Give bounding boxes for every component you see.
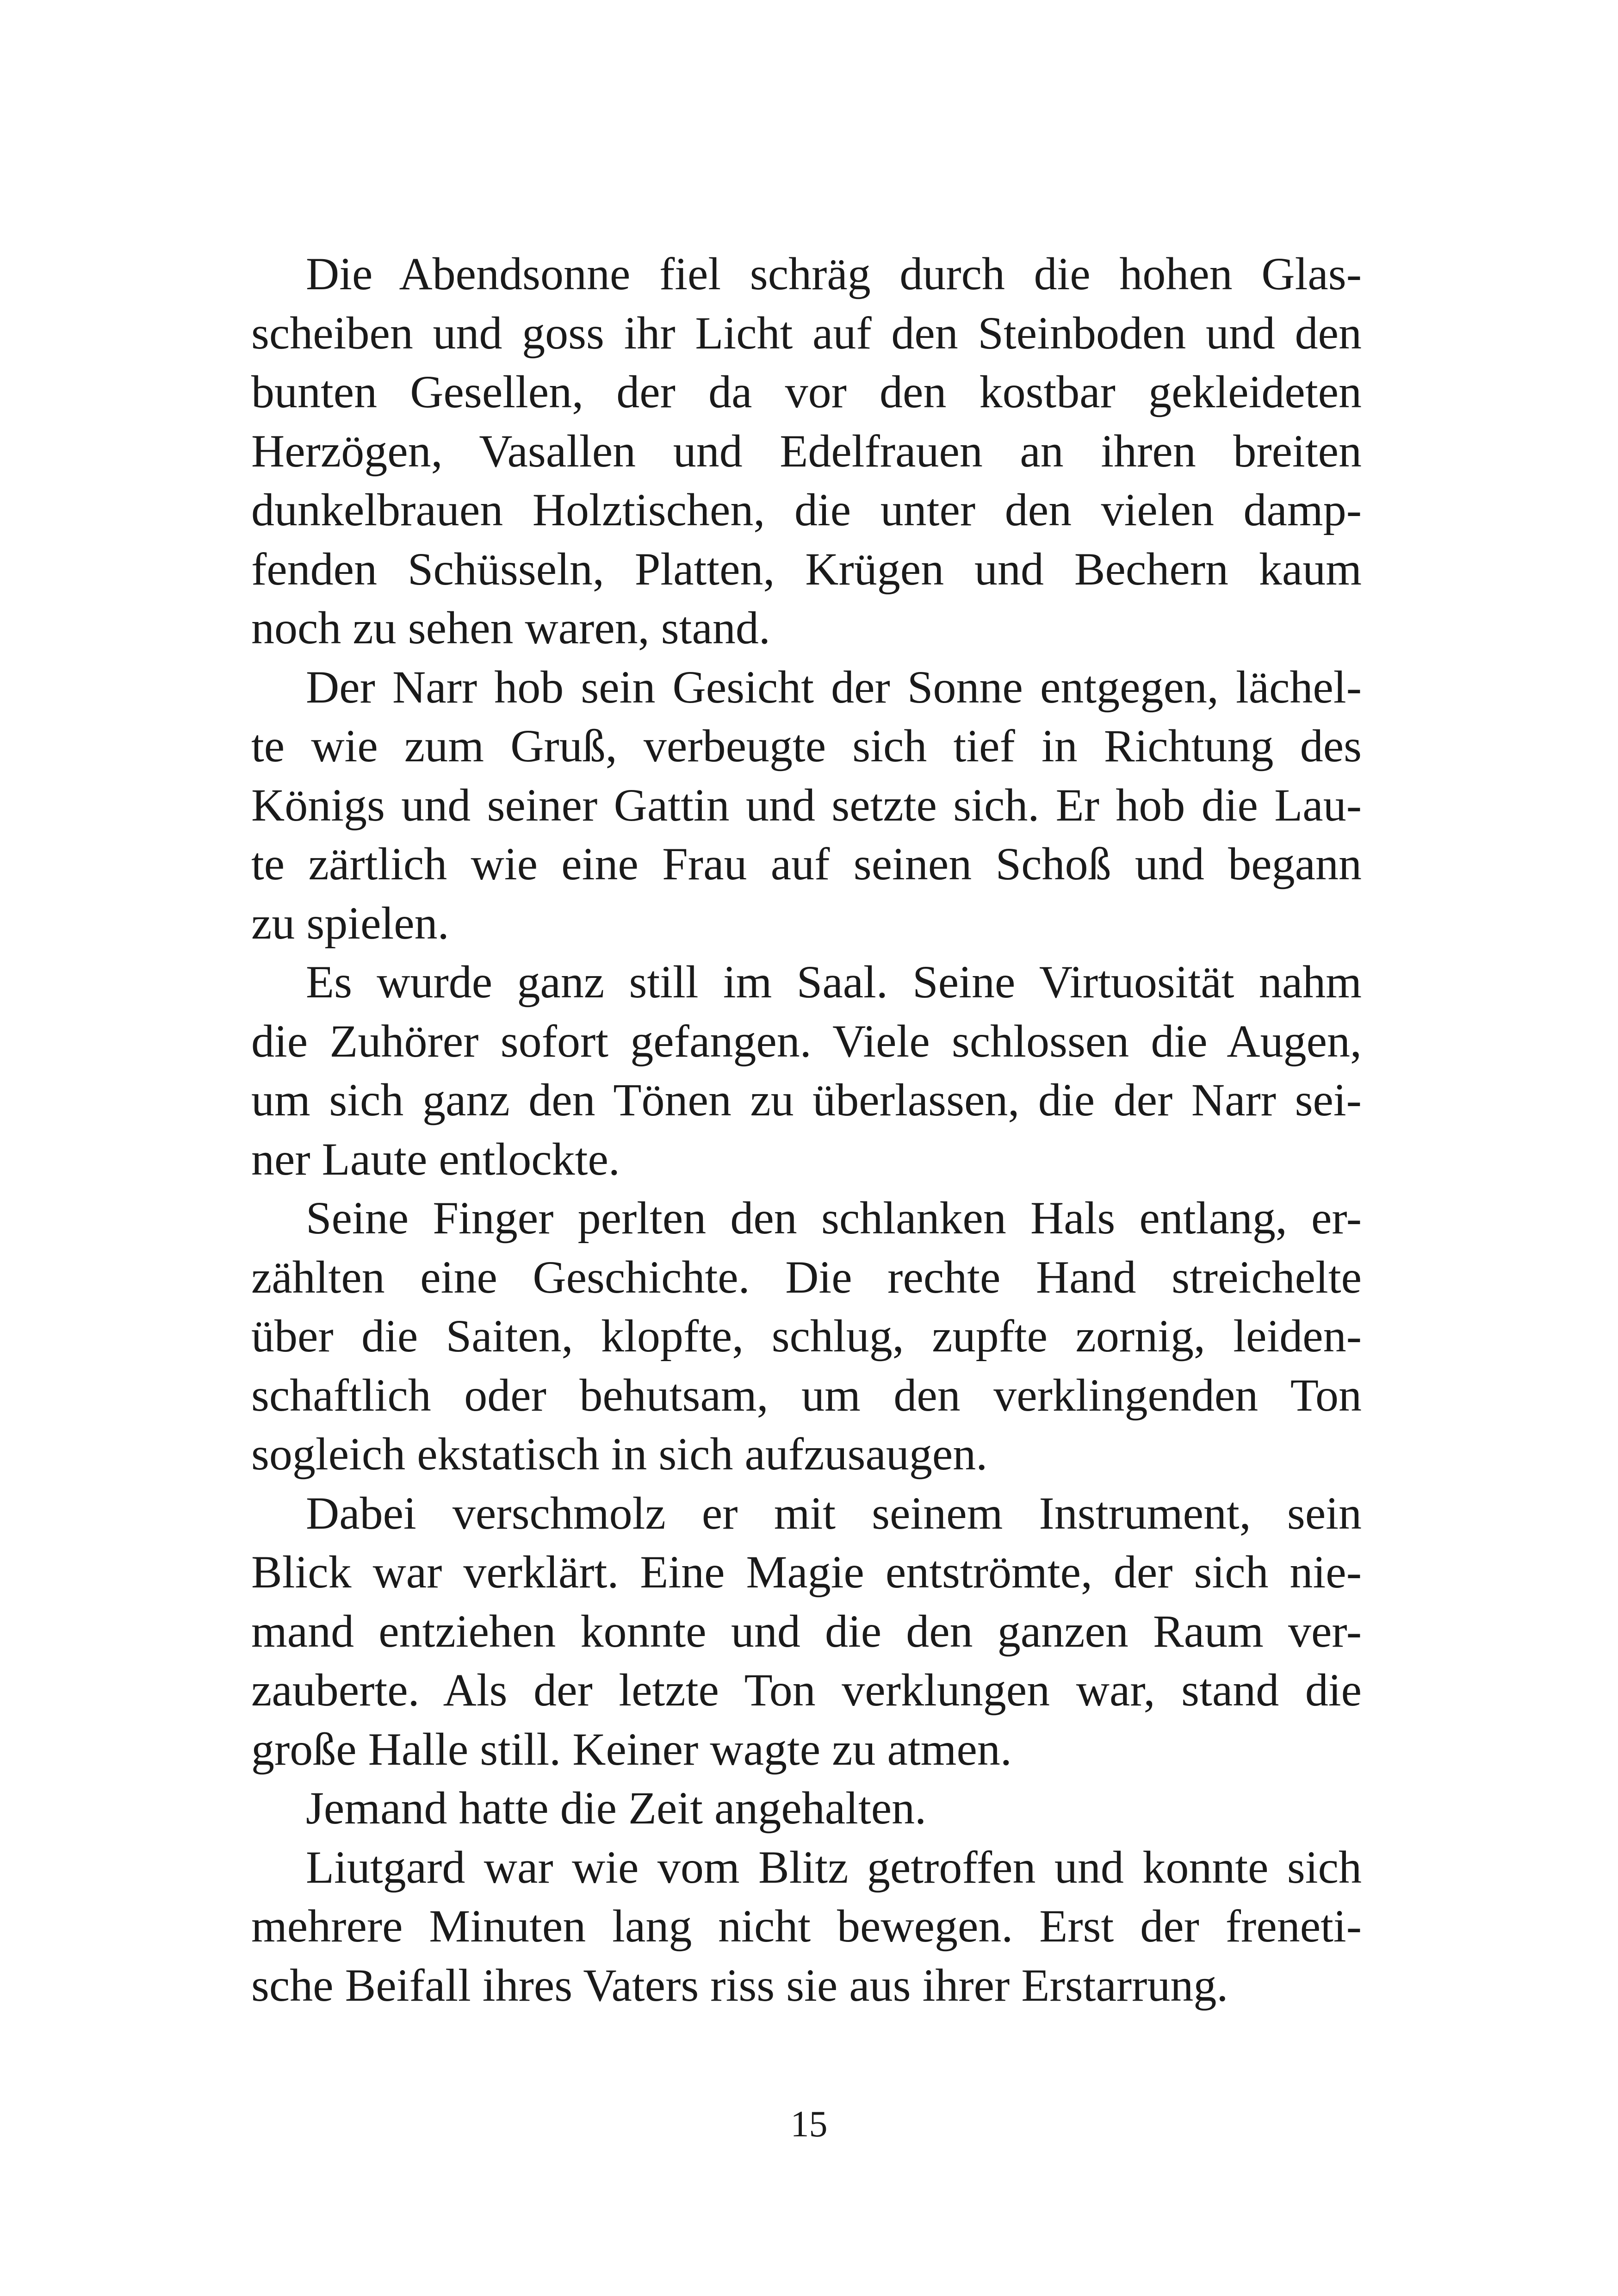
- text-line: mehrere Minuten lang nicht bewegen. Erst der freneti-: [251, 1900, 1362, 1952]
- text-line: te zärtlich wie eine Frau auf seinen Schoß und begann: [251, 838, 1362, 890]
- text-line: zählten eine Geschichte. Die rechte Hand streichelte: [251, 1251, 1362, 1303]
- paragraph: [251, 952, 1362, 1188]
- text-line: Liutgard war wie vom Blitz getroffen und konnte sich: [306, 1841, 1362, 1893]
- text-line: mand entziehen konnte und die den ganzen Raum ver-: [251, 1605, 1362, 1657]
- text-line: te wie zum Gruß, verbeugte sich tief in Richtung des: [251, 720, 1362, 772]
- text-line: zauberte. Als der letzte Ton verklungen war, stand die: [251, 1664, 1362, 1716]
- paragraph: [251, 658, 1362, 953]
- text-line: sche Beifall ihres Vaters riss sie aus ihrer Erstarrung.: [251, 1959, 1228, 2011]
- text-line: bunten Gesellen, der da vor den kostbar gekleideten: [251, 366, 1362, 417]
- text-line: Königs und seiner Gattin und setzte sich. Er hob die Lau-: [251, 779, 1362, 831]
- text-line: Die Abendsonne fiel schräg durch die hohen Glas-: [306, 248, 1362, 299]
- text-line: Dabei verschmolz er mit seinem Instrument, sein: [306, 1487, 1362, 1539]
- text-line: große Halle still. Keiner wagte zu atmen.: [251, 1723, 1012, 1775]
- text-line: fenden Schüsseln, Platten, Krügen und Bechern kaum: [251, 543, 1362, 595]
- paragraph: [251, 1779, 1362, 1838]
- text-line: über die Saiten, klopfte, schlug, zupfte zornig, leiden-: [251, 1310, 1362, 1362]
- text-line: Es wurde ganz still im Saal. Seine Virtuosität nahm: [306, 956, 1362, 1008]
- paragraph: [251, 1188, 1362, 1484]
- text-line: dunkelbrauen Holztischen, die unter den vielen damp-: [251, 484, 1362, 535]
- paragraph: [251, 1838, 1362, 2015]
- paragraph: [251, 244, 1362, 658]
- text-line: um sich ganz den Tönen zu überlassen, die der Narr sei-: [251, 1074, 1362, 1126]
- text-line: Herzögen, Vasallen und Edelfrauen an ihren breiten: [251, 425, 1362, 477]
- text-line: ner Laute entlockte.: [251, 1133, 620, 1185]
- text-line: die Zuhörer sofort gefangen. Viele schlossen die Augen,: [251, 1015, 1362, 1067]
- text-line: Seine Finger perlten den schlanken Hals entlang, er-: [306, 1192, 1362, 1244]
- paragraph: [251, 1484, 1362, 1779]
- text-line: noch zu sehen waren, stand.: [251, 602, 770, 653]
- text-line: Blick war verklärt. Eine Magie entströmte, der sich nie-: [251, 1546, 1362, 1598]
- body-text: [251, 244, 1362, 2015]
- text-line: sogleich ekstatisch in sich aufzusaugen.: [251, 1428, 988, 1480]
- text-line: scheiben und goss ihr Licht auf den Steinboden und den: [251, 307, 1362, 359]
- text-line: Jemand hatte die Zeit angehalten.: [306, 1782, 927, 1834]
- text-line: Der Narr hob sein Gesicht der Sonne entgegen, lächel-: [306, 661, 1362, 713]
- text-line: schaftlich oder behutsam, um den verklingenden Ton: [251, 1369, 1362, 1421]
- page-number: 15: [790, 2104, 828, 2145]
- text-line: zu spielen.: [251, 897, 449, 949]
